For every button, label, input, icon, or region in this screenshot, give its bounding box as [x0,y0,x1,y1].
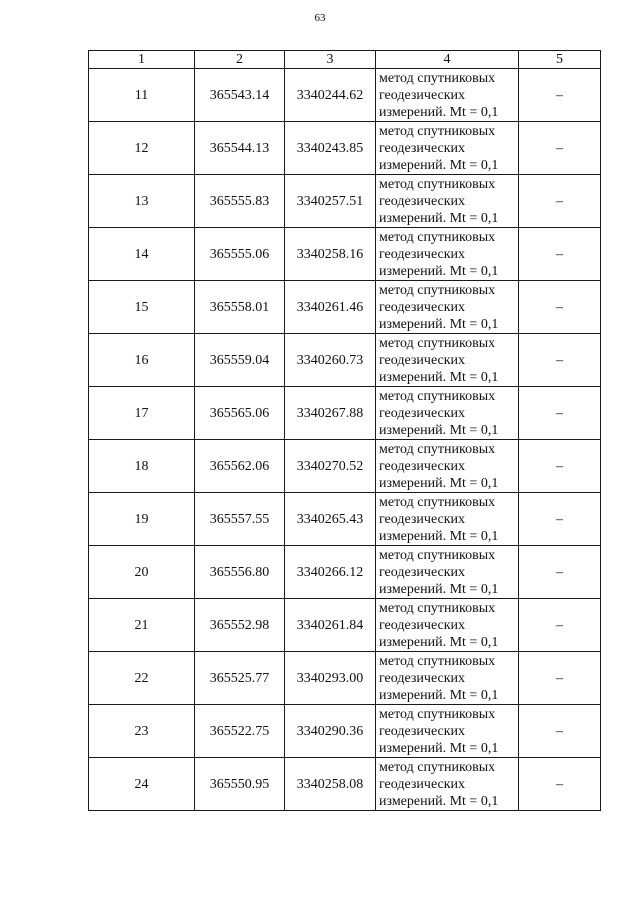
table-row [89,175,601,228]
note-cell: – [519,705,601,758]
method-line: метод спутниковых [379,176,496,192]
method-line: метод спутниковых [379,123,496,139]
table-row [89,599,601,652]
method-line: метод спутниковых [379,494,496,510]
method-line: метод спутниковых [379,547,496,563]
method-cell [376,334,519,387]
point-number-cell: 22 [89,652,195,705]
y-coordinate-cell: 3340258.16 [285,228,376,281]
x-coordinate-cell: 365562.06 [195,440,285,493]
table-row [89,705,601,758]
method-line: геодезических [379,776,466,792]
y-coordinate-cell: 3340266.12 [285,546,376,599]
point-number-cell: 12 [89,122,195,175]
method-line: геодезических [379,87,466,103]
method-line: метод спутниковых [379,441,496,457]
method-line: метод спутниковых [379,653,496,669]
method-cell [376,599,519,652]
y-coordinate-cell: 3340261.84 [285,599,376,652]
table-row [89,652,601,705]
note-cell: – [519,281,601,334]
method-line: геодезических [379,299,466,315]
note-cell: – [519,122,601,175]
x-coordinate-cell: 365555.06 [195,228,285,281]
method-cell [376,228,519,281]
x-coordinate-cell: 365543.14 [195,69,285,122]
table-row [89,281,601,334]
x-coordinate-cell: 365557.55 [195,493,285,546]
method-line: измерений. Mt = 0,1 [379,263,499,279]
column-header-4: 4 [376,51,519,69]
x-coordinate-cell: 365544.13 [195,122,285,175]
method-line: геодезических [379,670,466,686]
method-line: измерений. Mt = 0,1 [379,157,499,173]
note-cell: – [519,387,601,440]
note-cell: – [519,69,601,122]
coordinates-table [88,50,601,811]
method-line: измерений. Mt = 0,1 [379,740,499,756]
method-line: измерений. Mt = 0,1 [379,104,499,120]
column-header-2: 2 [195,51,285,69]
x-coordinate-cell: 365522.75 [195,705,285,758]
method-line: геодезических [379,352,466,368]
point-number-cell: 23 [89,705,195,758]
method-line: метод спутниковых [379,229,496,245]
method-cell [376,440,519,493]
point-number-cell: 20 [89,546,195,599]
method-line: измерений. Mt = 0,1 [379,422,499,438]
method-line: геодезических [379,193,466,209]
method-line: геодезических [379,617,466,633]
table-row [89,493,601,546]
method-cell [376,175,519,228]
note-cell: – [519,175,601,228]
table-row [89,334,601,387]
table-row [89,228,601,281]
y-coordinate-cell: 3340293.00 [285,652,376,705]
table-body [89,69,601,811]
method-line: геодезических [379,140,466,156]
method-cell [376,705,519,758]
method-line: геодезических [379,246,466,262]
x-coordinate-cell: 365559.04 [195,334,285,387]
note-cell: – [519,758,601,811]
method-line: измерений. Mt = 0,1 [379,581,499,597]
column-header-1: 1 [89,51,195,69]
y-coordinate-cell: 3340290.36 [285,705,376,758]
method-cell [376,122,519,175]
x-coordinate-cell: 365556.80 [195,546,285,599]
method-line: геодезических [379,458,466,474]
method-line: измерений. Mt = 0,1 [379,210,499,226]
point-number-cell: 13 [89,175,195,228]
method-line: измерений. Mt = 0,1 [379,793,499,809]
method-line: геодезических [379,405,466,421]
y-coordinate-cell: 3340265.43 [285,493,376,546]
y-coordinate-cell: 3340261.46 [285,281,376,334]
x-coordinate-cell: 365552.98 [195,599,285,652]
note-cell: – [519,652,601,705]
method-cell [376,387,519,440]
method-line: геодезических [379,511,466,527]
column-header-5: 5 [519,51,601,69]
note-cell: – [519,334,601,387]
page-number: 63 [314,12,326,24]
x-coordinate-cell: 365558.01 [195,281,285,334]
table-header-row [89,51,601,69]
table-row [89,69,601,122]
column-header-3: 3 [285,51,376,69]
method-line: метод спутниковых [379,70,496,86]
table-row [89,758,601,811]
table-row [89,546,601,599]
y-coordinate-cell: 3340270.52 [285,440,376,493]
method-cell [376,546,519,599]
method-line: геодезических [379,564,466,580]
y-coordinate-cell: 3340257.51 [285,175,376,228]
table-row [89,440,601,493]
method-line: метод спутниковых [379,335,496,351]
point-number-cell: 21 [89,599,195,652]
note-cell: – [519,546,601,599]
method-cell [376,758,519,811]
y-coordinate-cell: 3340260.73 [285,334,376,387]
point-number-cell: 15 [89,281,195,334]
y-coordinate-cell: 3340243.85 [285,122,376,175]
y-coordinate-cell: 3340267.88 [285,387,376,440]
point-number-cell: 16 [89,334,195,387]
point-number-cell: 24 [89,758,195,811]
method-line: измерений. Mt = 0,1 [379,369,499,385]
point-number-cell: 19 [89,493,195,546]
method-cell [376,69,519,122]
note-cell: – [519,440,601,493]
x-coordinate-cell: 365550.95 [195,758,285,811]
table-row [89,122,601,175]
method-line: метод спутниковых [379,759,496,775]
point-number-cell: 17 [89,387,195,440]
y-coordinate-cell: 3340258.08 [285,758,376,811]
method-cell [376,652,519,705]
x-coordinate-cell: 365555.83 [195,175,285,228]
method-line: измерений. Mt = 0,1 [379,475,499,491]
table-row [89,387,601,440]
note-cell: – [519,599,601,652]
method-line: метод спутниковых [379,706,496,722]
y-coordinate-cell: 3340244.62 [285,69,376,122]
method-cell [376,493,519,546]
x-coordinate-cell: 365565.06 [195,387,285,440]
note-cell: – [519,493,601,546]
method-cell [376,281,519,334]
note-cell: – [519,228,601,281]
point-number-cell: 11 [89,69,195,122]
method-line: метод спутниковых [379,282,496,298]
point-number-cell: 18 [89,440,195,493]
method-line: метод спутниковых [379,388,496,404]
x-coordinate-cell: 365525.77 [195,652,285,705]
method-line: геодезических [379,723,466,739]
method-line: метод спутниковых [379,600,496,616]
method-line: измерений. Mt = 0,1 [379,687,499,703]
method-line: измерений. Mt = 0,1 [379,316,499,332]
method-line: измерений. Mt = 0,1 [379,634,499,650]
method-line: измерений. Mt = 0,1 [379,528,499,544]
point-number-cell: 14 [89,228,195,281]
